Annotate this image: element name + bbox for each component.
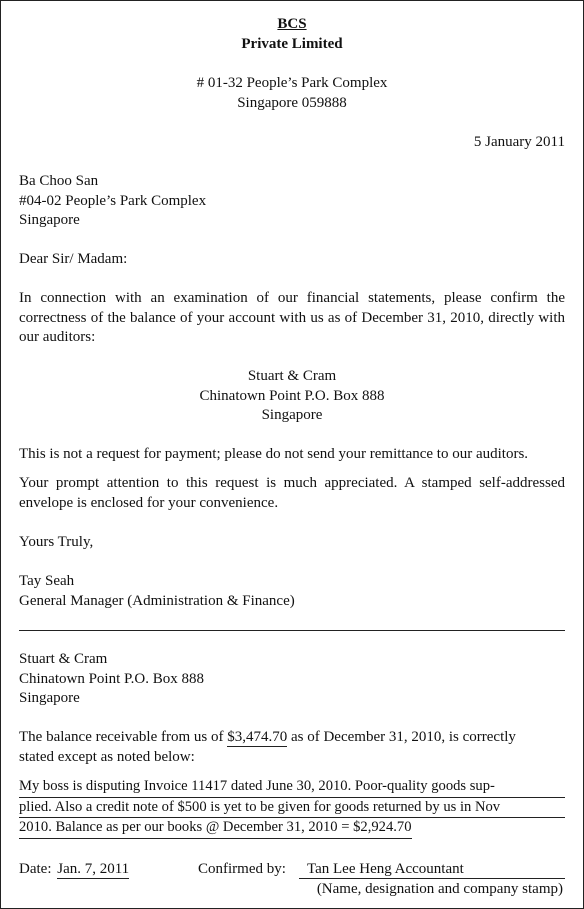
balance-statement-line2: stated except as noted below: [19,749,195,765]
reply-auditor-address-line1: Chinatown Point P.O. Box 888 [19,671,205,687]
reply-date-label: Date: [19,861,52,877]
exception-line-2: plied. Also a credit note of $500 is yet to be given for goods returned by us in Nov [19,798,565,819]
body-paragraph-appreciation: Your prompt attention to this request is much appreciated. A stamped self-addressed envelope is enclosed for your convenience. [19,475,565,511]
signatory-name: Tay Seah [19,573,75,589]
confirmed-by-label: Confirmed by: [198,861,286,877]
exception-line-3: 2010. Balance as per our books @ December 31, 2010 = $2,924.70 [19,818,412,839]
company-suffix: Private Limited [241,36,343,52]
body-paragraph-request: In connection with an examination of our financial statements, please confirm the correctness of the balance of your account with us as of December 31, 2010, directly with our auditors: [19,290,565,345]
section-divider [19,630,565,631]
auditor-address-line1: Chinatown Point P.O. Box 888 [199,388,385,404]
balance-statement-line1 [19,728,565,748]
letter-date: 5 January 2011 [473,134,565,150]
balance-amount-field[interactable]: $3,474.70 [227,729,288,745]
confirmed-by-field[interactable]: Tan Lee Heng Accountant [299,860,565,879]
recipient-address-line2: Singapore [19,212,80,228]
balance-text-before: The balance receivable from us of [19,729,228,745]
exceptions-field[interactable] [19,777,565,839]
reply-date-field[interactable]: Jan. 7, 2011 [57,861,130,877]
auditor-name: Stuart & Cram [247,368,337,384]
body-paragraph-not-payment: This is not a request for payment; please do not send your remittance to our auditors. [19,446,529,462]
reply-date-row [19,860,129,880]
closing: Yours Truly, [19,534,94,550]
exception-line-1: My boss is disputing Invoice 11417 dated June 30, 2010. Poor-quality goods sup- [19,777,565,798]
company-address-line2: Singapore 059888 [237,95,347,111]
company-name: BCS [277,16,307,32]
reply-auditor-address-line2: Singapore [19,690,80,706]
reply-auditor-name: Stuart & Cram [19,651,108,667]
recipient-address-line1: #04-02 People’s Park Complex [19,193,207,209]
confirmed-by-caption: (Name, designation and company stamp) [316,881,563,897]
balance-text-after: as of December 31, 2010, is correctly [287,729,516,745]
auditor-address-line2: Singapore [261,407,323,423]
salutation: Dear Sir/ Madam: [19,251,128,267]
signatory-title: General Manager (Administration & Finance) [19,593,295,609]
recipient-name: Ba Choo San [19,173,99,189]
company-address-line1: # 01-32 People’s Park Complex [196,75,388,91]
